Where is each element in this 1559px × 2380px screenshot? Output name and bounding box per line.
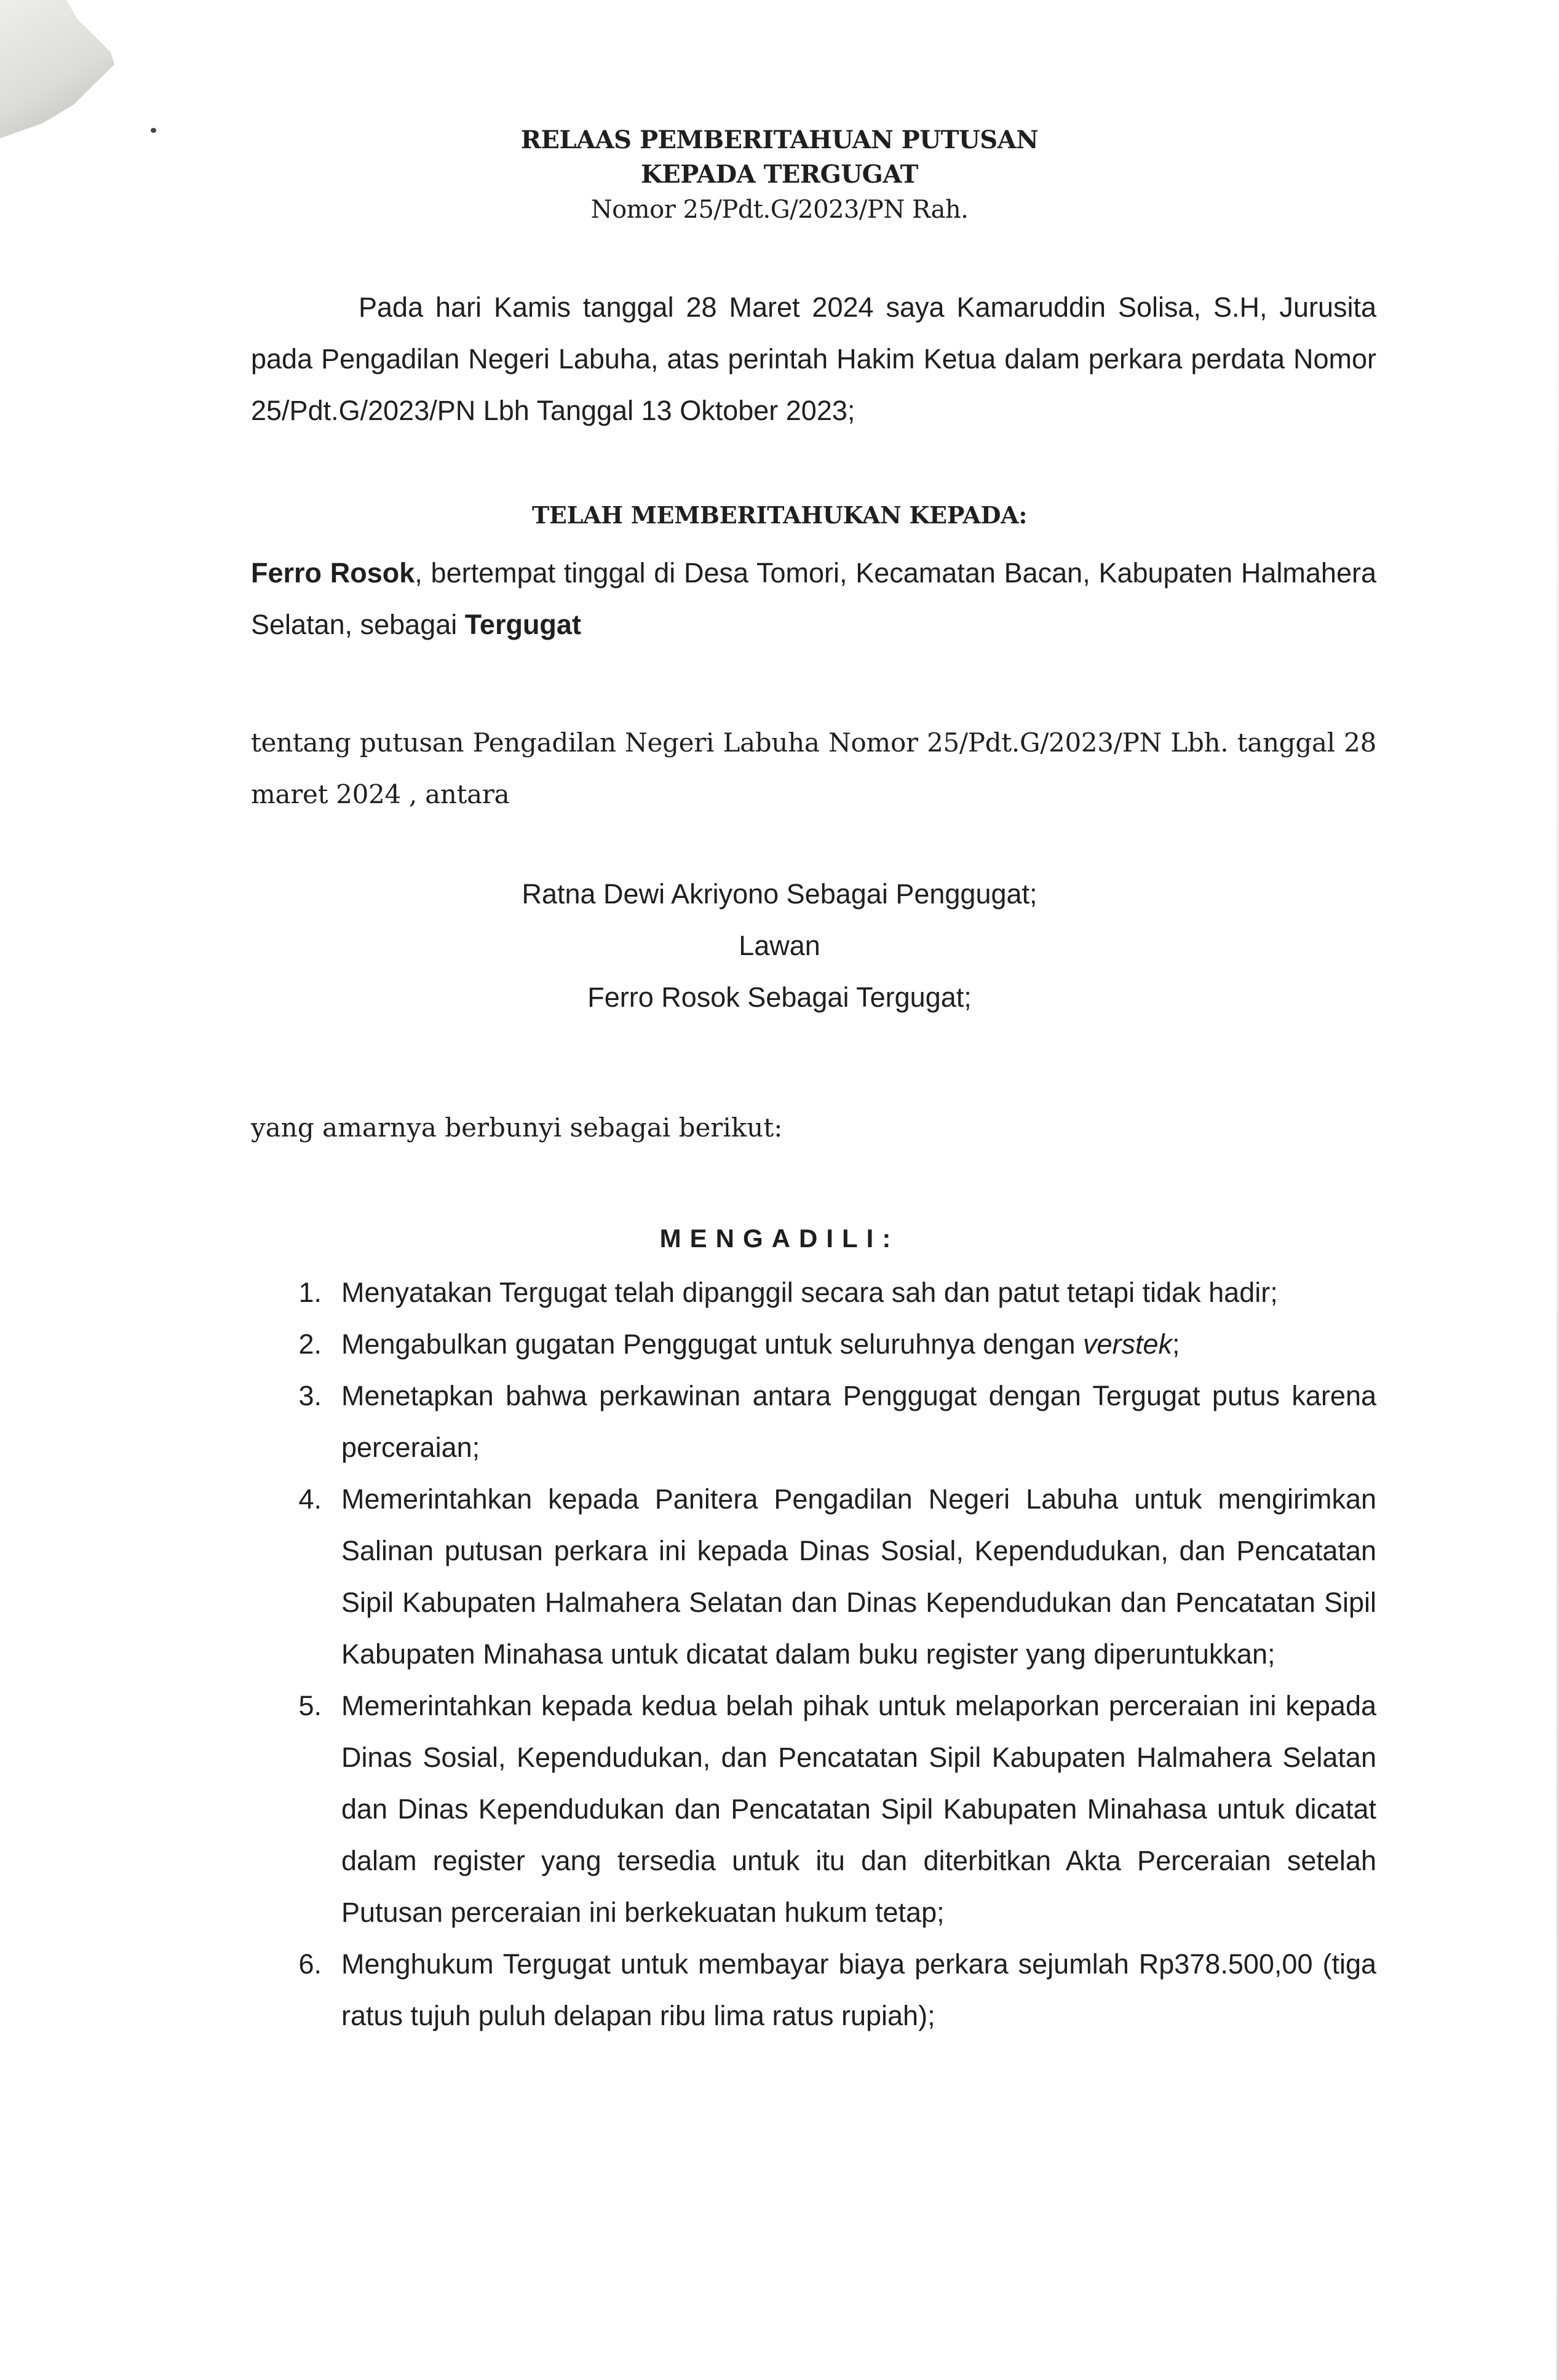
party-address: , bertempat tinggal di Desa Tomori, Kecamatan Bacan, Kabupaten Halmahera Selatan, sebagai [251,557,1376,640]
verdict-item [277,1474,1376,1680]
party-paragraph [251,547,1376,651]
notification-heading: TELAH MEMBERITAHUKAN KEPADA: [531,501,1028,529]
item-number: 5. [298,1690,322,1721]
party-role: Tergugat [464,609,581,640]
verdict-intro: yang amarnya berbunyi sebagai berikut: [251,1113,783,1143]
item-text-end: ; [1172,1328,1180,1360]
document-subtitle: KEPADA TERGUGAT [641,160,918,189]
folded-corner [0,0,117,138]
document-header [0,123,1559,228]
verdict-item [277,1680,1376,1938]
item-text [341,1319,1376,1370]
mengadili-heading: MENGADILI: [659,1224,900,1253]
item-text: Menghukum Tergugat untuk membayar biaya perkara sejumlah Rp378.500,00 (tiga ratus tujuh puluh delapan ribu lima ratus rupiah); [341,1948,1376,2031]
item-text-main: Mengabulkan gugatan Penggugat untuk seluruhnya dengan [341,1328,1083,1360]
case-number: Nomor 25/Pdt.G/2023/PN Rah. [590,196,969,224]
versus-line: Lawan [739,930,820,961]
verdict-list [277,1267,1376,2042]
item-number: 2. [298,1328,322,1360]
document-title: RELAAS PEMBERITAHUAN PUTUSAN [520,125,1039,154]
defendant-line: Ferro Rosok Sebagai Tergugat; [587,982,972,1013]
item-text: Memerintahkan kepada Panitera Pengadilan Negeri Labuha untuk mengirimkan Salinan putusan perkara ini kepada Dinas Sosial, Kependudukan, dan Pencatatan Sipil Kabupaten Halmahera Selatan dan Dinas Kependudukan dan Pencatatan Sipil Kabupaten Minahasa untuk dicatat dalam buku register yang diperuntukkan; [341,1483,1376,1670]
item-text: Menetapkan bahwa perkawinan antara Penggugat dengan Tergugat putus karena perceraian; [341,1380,1376,1463]
item-number: 3. [298,1380,322,1411]
verdict-item [277,1938,1376,2042]
party-name: Ferro Rosok [251,557,415,589]
item-number: 6. [298,1948,322,1980]
verdict-item [277,1370,1376,1474]
decision-reference: tentang putusan Pengadilan Negeri Labuha Nomor 25/Pdt.G/2023/PN Lbh. tanggal 28 maret 2024 , antara [251,728,1376,809]
intro-paragraph: Pada hari Kamis tanggal 28 Maret 2024 saya Kamaruddin Solisa, S.H, Jurusita pada Pengadilan Negeri Labuha, atas perintah Hakim Ketua dalam perkara perdata Nomor 25/Pdt.G/2023/PN Lbh Tanggal 13 Oktober 2023; [251,292,1376,426]
item-number: 4. [298,1483,322,1515]
item-number: 1. [298,1277,322,1308]
item-text: Memerintahkan kepada kedua belah pihak untuk melaporkan perceraian ini kepada Dinas Sosial, Kependudukan, dan Pencatatan Sipil Kabupaten Halmahera Selatan dan Dinas Kependudukan dan Pencatatan Sipil Kabupaten Minahasa untuk dicatat dalam register yang tersedia untuk itu dan diterbitkan Akta Perceraian setelah Putusan perceraian ini berkekuatan hukum tetap; [341,1690,1376,1928]
plaintiff-line: Ratna Dewi Akriyono Sebagai Penggugat; [522,878,1037,910]
page-edge [1557,0,1559,2380]
item-text: Menyatakan Tergugat telah dipanggil secara sah dan patut tetapi tidak hadir; [341,1277,1278,1308]
item-text-italic: verstek [1082,1328,1173,1360]
verdict-item [277,1267,1376,1319]
verdict-item [277,1319,1376,1370]
